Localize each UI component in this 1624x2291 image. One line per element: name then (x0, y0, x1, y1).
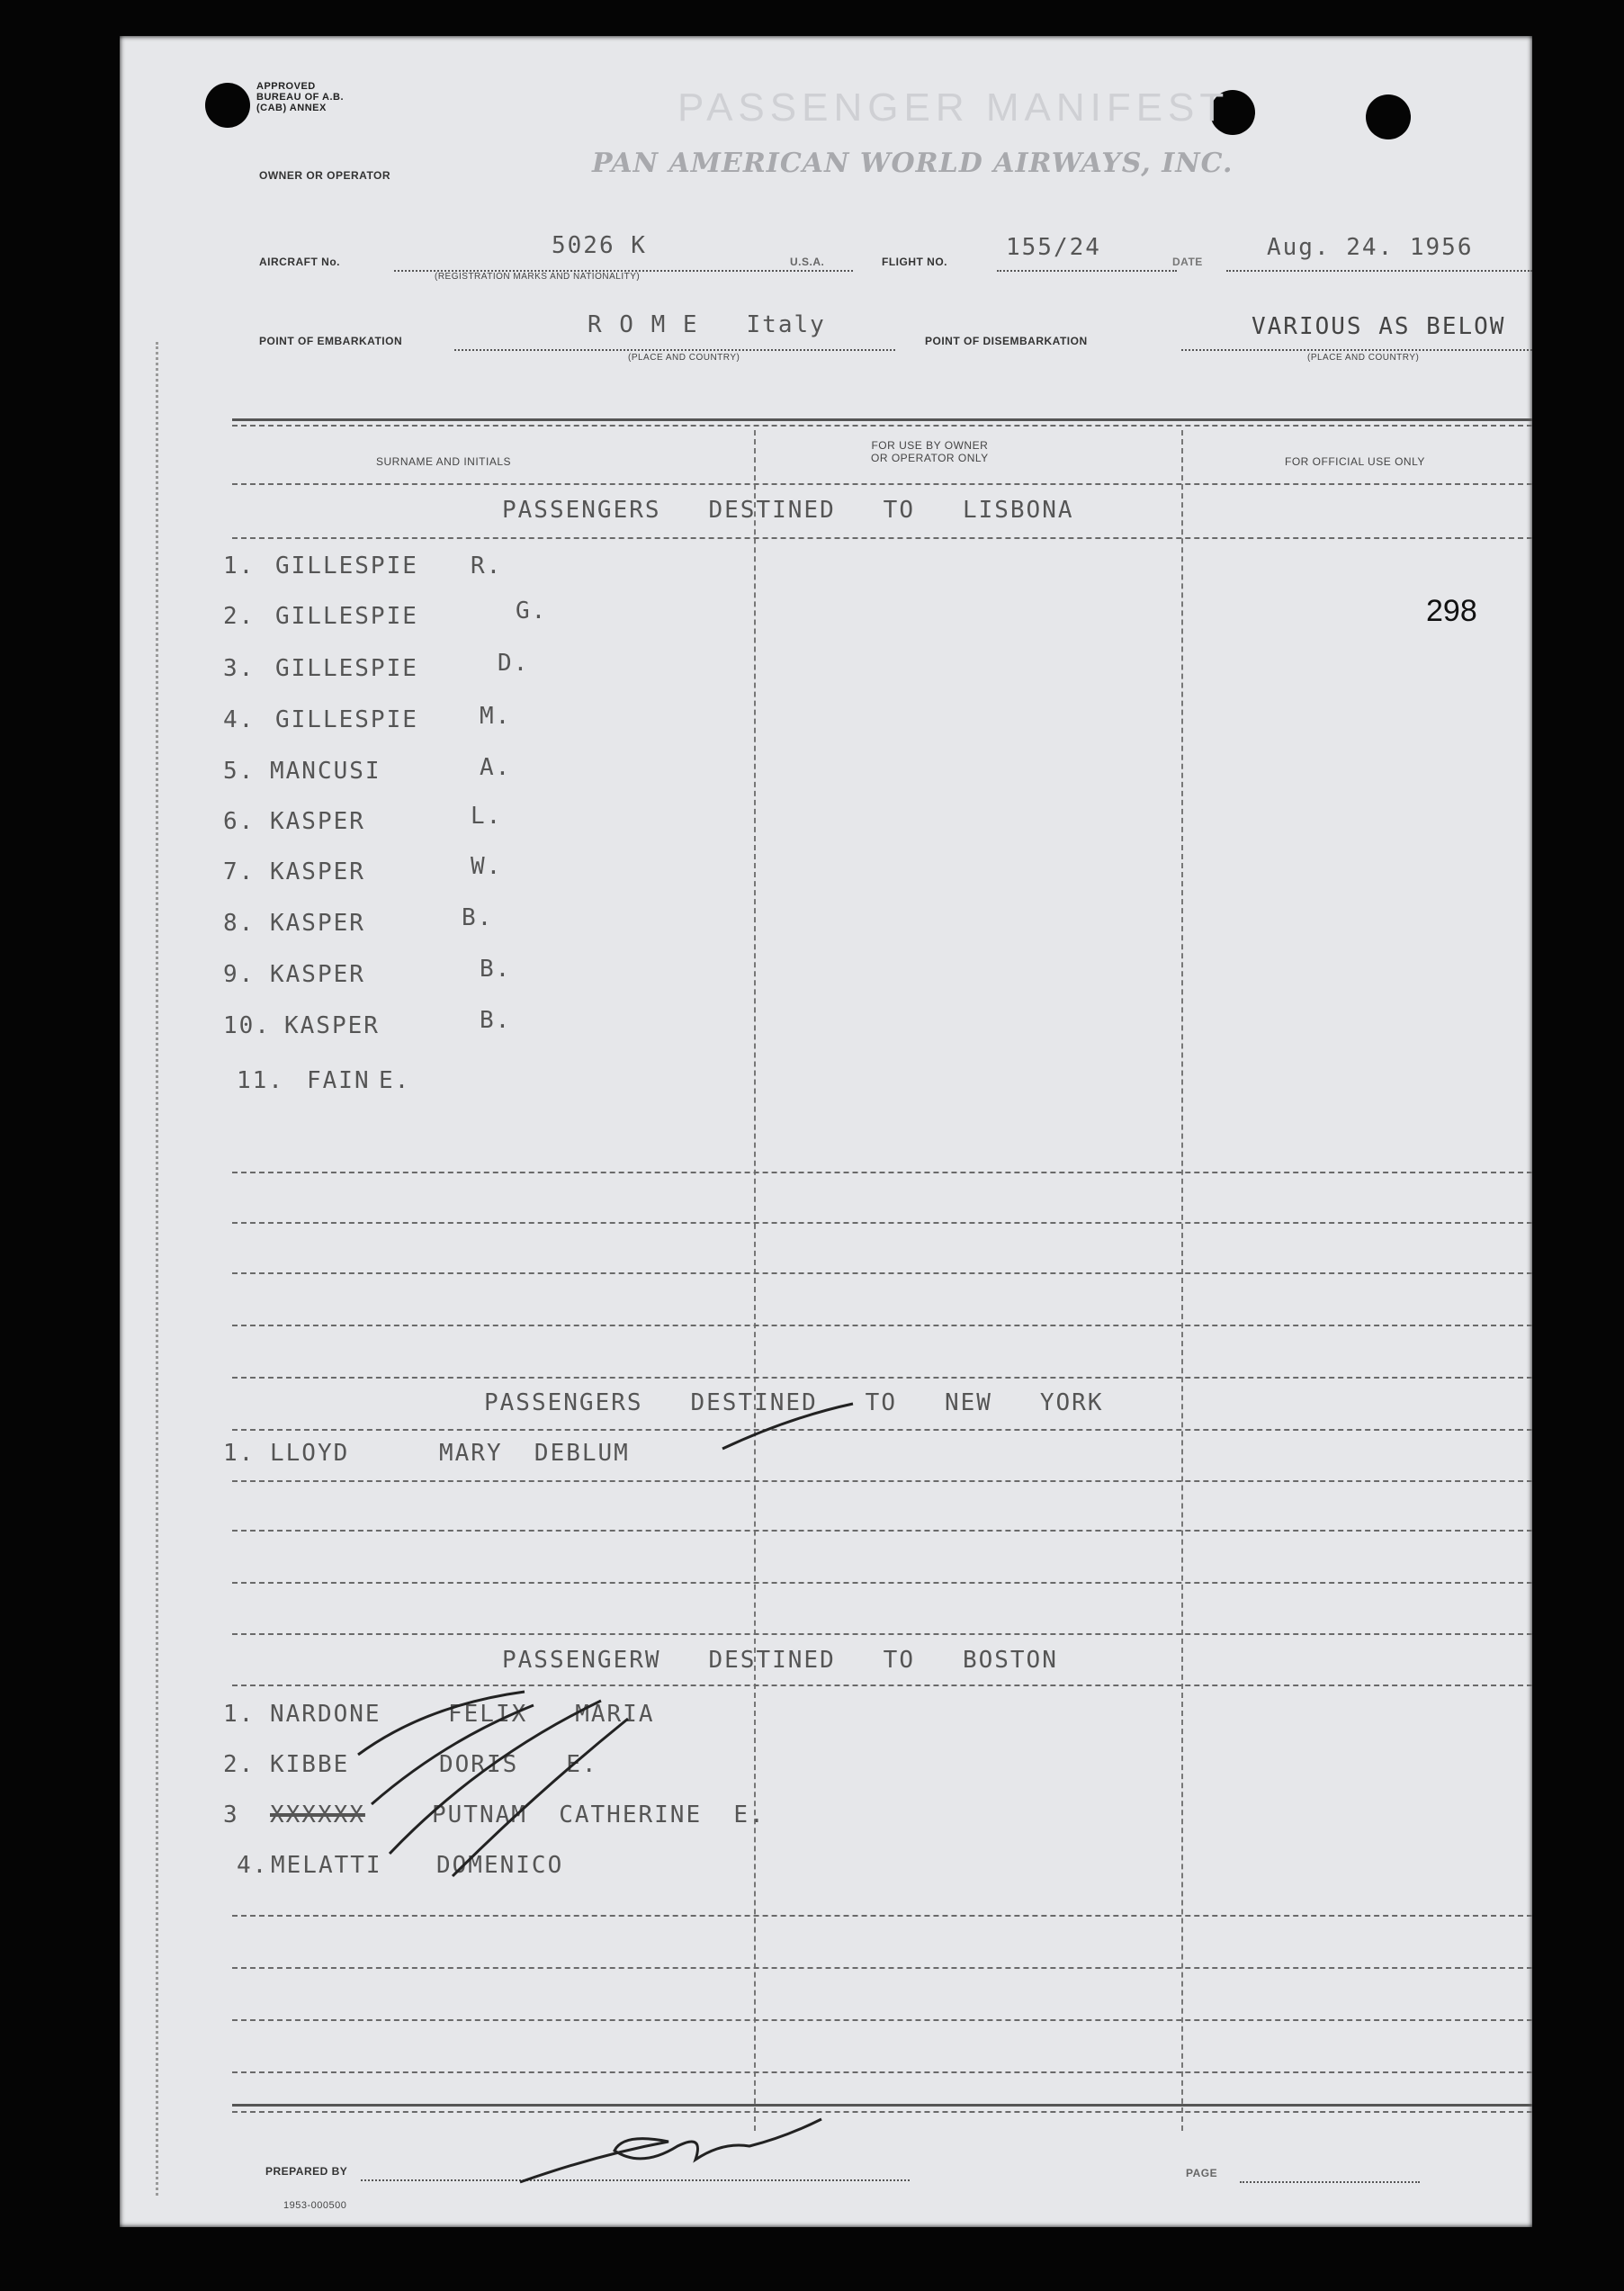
row-rule (232, 1915, 1532, 1917)
passenger-number: 8. (223, 910, 256, 937)
row-rule (232, 2019, 1532, 2021)
disembark-value: VARIOUS AS BELOW (1252, 313, 1506, 340)
page-underline (1240, 2181, 1420, 2183)
form-title: PASSENGER MANIFEST (677, 85, 1230, 130)
check-mark-new-york (718, 1399, 862, 1453)
passenger-surname: GILLESPIE (275, 655, 418, 682)
disembark-label: POINT OF DISEMBARKATION (925, 335, 1088, 347)
row-rule (232, 1272, 1532, 1274)
passenger-initials: L. (471, 803, 503, 830)
passenger-initials: B. (480, 1007, 512, 1034)
passenger-initials: M. (480, 703, 512, 730)
passenger-surname: MELATTI (271, 1852, 382, 1879)
row-rule (232, 1377, 1532, 1379)
aircraft-label: AIRCRAFT No. (259, 256, 340, 268)
row-rule (232, 1222, 1532, 1224)
approval-stamp: APPROVED BUREAU OF A.B. (CAB) ANNEX (256, 81, 345, 113)
aircraft-value: 5026 K (552, 232, 647, 259)
passenger-surname: GILLESPIE (275, 603, 418, 630)
date-label: DATE (1172, 256, 1203, 268)
passenger-number: 11. (237, 1067, 284, 1094)
embark-label: POINT OF EMBARKATION (259, 335, 403, 347)
passenger-initials: PUTNAM CATHERINE E. (432, 1801, 766, 1828)
row-rule (232, 2071, 1532, 2073)
manifest-sheet (120, 36, 1532, 2227)
passenger-surname: KASPER (270, 808, 365, 835)
disembark-sub: (PLACE AND COUNTRY) (1307, 353, 1420, 363)
page-label: PAGE (1186, 2167, 1218, 2179)
prepared-by-label: PREPARED BY (265, 2165, 348, 2178)
passenger-number: 1. (223, 1440, 256, 1467)
passenger-number: 4. (223, 706, 256, 733)
flight-value: 155/24 (1006, 234, 1101, 261)
passenger-initials: W. (471, 853, 503, 880)
owner-value: PAN AMERICAN WORLD AIRWAYS, INC. (592, 148, 1234, 179)
row-rule (232, 1582, 1532, 1584)
date-underline (1226, 270, 1532, 272)
col-owner-header: FOR USE BY OWNER OR OPERATOR ONLY (871, 439, 989, 464)
date-value: Aug. 24. 1956 (1267, 234, 1474, 261)
row-rule (232, 1429, 1532, 1431)
punch-hole-right (1366, 94, 1411, 139)
passenger-surname: LLOYD (270, 1440, 350, 1467)
row-rule (232, 483, 1532, 485)
passenger-number: 6. (223, 808, 256, 835)
punch-hole-left (205, 83, 250, 128)
passenger-number: 2. (223, 603, 256, 630)
row-rule (232, 1480, 1532, 1482)
passenger-surname: KIBBE (270, 1751, 350, 1778)
column-divider-1 (754, 430, 756, 2131)
passenger-surname: KASPER (284, 1012, 380, 1039)
row-rule (232, 537, 1532, 539)
row-rule (232, 1530, 1532, 1532)
row-rule (232, 1967, 1532, 1969)
passenger-number: 5. (223, 758, 256, 785)
passenger-number: 3. (223, 655, 256, 682)
embark-sub: (PLACE AND COUNTRY) (628, 353, 740, 363)
check-marks-boston (354, 1687, 642, 1885)
passenger-number: 10. (223, 1012, 271, 1039)
passenger-initials: DORIS E. (439, 1751, 598, 1778)
table-bottom-rule-2 (232, 2111, 1532, 2113)
passenger-number: 3 (223, 1801, 239, 1828)
aircraft-sub: (REGISTRATION MARKS AND NATIONALITY) (435, 272, 641, 282)
passenger-number: 4. (237, 1852, 269, 1879)
passenger-initials: D. (498, 650, 530, 677)
perforation-margin (156, 342, 166, 2196)
group-heading-lisbona: PASSENGERS DESTINED TO LISBONA (502, 497, 1074, 524)
group-heading-new-york: PASSENGERS DESTINED TO NEW YORK (484, 1389, 1104, 1416)
passenger-number: 7. (223, 858, 256, 885)
owner-label: OWNER OR OPERATOR (259, 169, 391, 182)
row-rule (232, 1633, 1532, 1635)
disembark-underline (1181, 349, 1532, 351)
row-rule (232, 1172, 1532, 1173)
passenger-surname: KASPER (270, 910, 365, 937)
passenger-initials: MARY DEBLUM (439, 1440, 630, 1467)
passenger-surname: FAIN (307, 1067, 371, 1094)
passenger-initials: R. (471, 553, 503, 579)
table-top-rule-2 (232, 425, 1532, 427)
passenger-surname: KASPER (270, 961, 365, 988)
passenger-initials: B. (462, 904, 494, 931)
form-number: 1953-000500 (283, 2200, 347, 2211)
passenger-number: 2. (223, 1751, 256, 1778)
aircraft-country: U.S.A. (790, 256, 825, 268)
official-use-number: 298 (1426, 594, 1477, 628)
col-official-header: FOR OFFICIAL USE ONLY (1285, 455, 1425, 468)
passenger-surname: NARDONE (270, 1701, 381, 1728)
passenger-initials: FELIX MARIA (448, 1701, 655, 1728)
passenger-number: 1. (223, 1701, 256, 1728)
col-surname-header: SURNAME AND INITIALS (376, 455, 512, 468)
passenger-initials: DOMENICO (436, 1852, 564, 1879)
passenger-number: 9. (223, 961, 256, 988)
passenger-surname: XXXXXX (270, 1801, 365, 1828)
flight-underline (997, 270, 1177, 272)
passenger-initials: E. (379, 1067, 411, 1094)
passenger-surname: MANCUSI (270, 758, 381, 785)
table-bottom-rule (232, 2104, 1532, 2107)
embark-underline (454, 349, 895, 351)
passenger-initials: B. (480, 956, 512, 983)
group-heading-boston: PASSENGERW DESTINED TO BOSTON (502, 1647, 1058, 1674)
row-rule (232, 1685, 1532, 1686)
flight-label: FLIGHT NO. (882, 256, 947, 268)
row-rule (232, 1325, 1532, 1326)
passenger-surname: KASPER (270, 858, 365, 885)
passenger-surname: GILLESPIE (275, 706, 418, 733)
passenger-initials: A. (480, 754, 512, 781)
preparer-signature (516, 2106, 830, 2187)
passenger-number: 1. (223, 553, 256, 579)
table-top-rule (232, 418, 1532, 421)
column-divider-2 (1181, 430, 1183, 2131)
passenger-initials: G. (516, 597, 548, 624)
embark-value: R O M E Italy (588, 311, 826, 338)
passenger-surname: GILLESPIE (275, 553, 418, 579)
